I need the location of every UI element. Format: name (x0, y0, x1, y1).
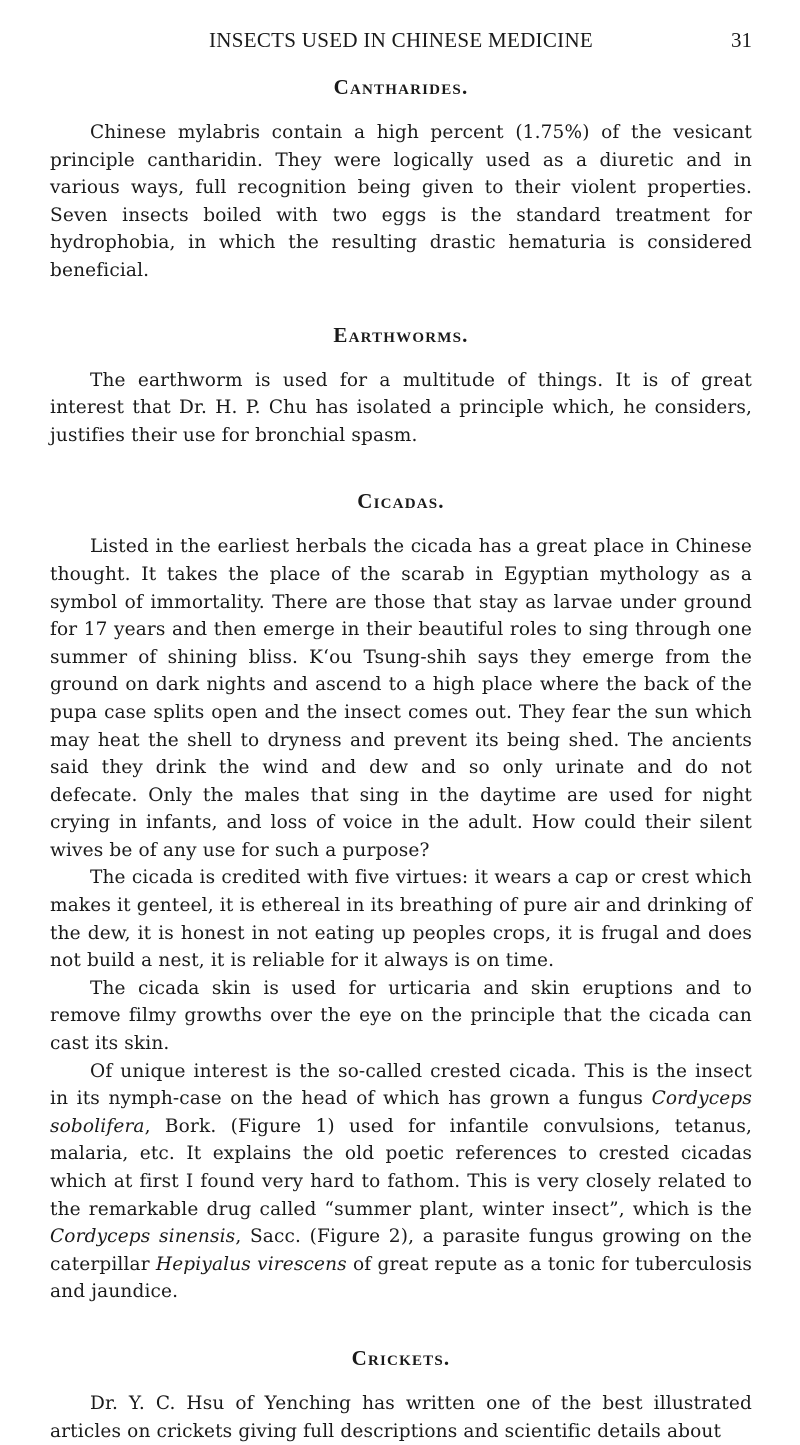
crested-text-1: Of unique interest is the so-called crested cicada. This is the insect in its nymph-case on the head of which has grown a fungus (50, 1060, 752, 1110)
running-head (50, 28, 752, 60)
heading-earthworms: Earthworms. (333, 322, 469, 347)
section-earthworms (50, 323, 752, 450)
section-cantharides (50, 75, 752, 285)
section-crickets (50, 1346, 752, 1445)
book-page (50, 28, 752, 1445)
crested-text-4: of great repute as a tonic for tuberculosis and jaundice. (50, 1253, 753, 1303)
heading-crickets: Crickets. (351, 1345, 451, 1370)
paragraph-crested-cicada (50, 1058, 752, 1306)
crested-text-3: , Sacc. (Figure 2), a parasite fungus growing on the caterpillar (50, 1226, 752, 1275)
page-number: 31 (731, 28, 752, 52)
running-title: INSECTS USED IN CHINESE MEDICINE (208, 28, 594, 52)
paragraph-crickets: Dr. Y. C. Hsu of Yenching has written one of the best illustrated articles on crickets giving full descriptions and scientific details about (50, 1392, 752, 1442)
paragraph-cicadas-skin: The cicada skin is used for urticaria and skin eruptions and to remove filmy growths over the eye on the principle that the cicada can cast its skin. (50, 977, 752, 1055)
heading-cicadas: Cicadas. (357, 489, 445, 514)
paragraph-cantharides: Chinese mylabris contain a high percent (1.75%) of the vesicant principle cantharidin. They were logically used as a diuretic and in various ways, full recognition being given to their violent properties. Seven insects boiled with two eggs is the standard treatment for hydrophobia, in which the resulting drastic hematuria is considered beneficial. (50, 122, 752, 281)
paragraph-cicadas-virtues: The cicada is credited with five virtues: it wears a cap or crest which makes it genteel, it is ethereal in its breathing of pure air and drinking of the dew, it is honest in not eating up peoples crops, it is frugal and does not build a nest, it is reliable for it always is on time. (50, 867, 752, 972)
species-cordyceps-sobolifera: Cordyceps sobolifera (50, 1088, 752, 1137)
crested-text-2: , Bork. (Figure 1) used for infantile convulsions, tetanus, malaria, etc. It explains the old poetic references to crested cicadas which at first I found very hard to fathom. This is very closely related to the remarkable drug called “summer plant, winter insect”, which is the (50, 1115, 752, 1220)
section-cicadas (50, 489, 752, 1306)
species-cordyceps-sinensis: Cordyceps sinensis (50, 1226, 236, 1248)
heading-cantharides: Cantharides. (333, 75, 469, 99)
paragraph-cicadas-mythology: Listed in the earliest herbals the cicada has a great place in Chinese thought. It takes the place of the scarab in Egyptian mythology as a symbol of immortality. There are those that stay as larvae under ground for 17 years and then emerge in their beautiful roles to sing through one summer of shining bliss. K‘ou Tsung-shih says they emerge from the ground on dark nights and ascend to a high place where the back of the pupa case splits open and the insect comes out. They fear the sun which may heat the shell to dryness and prevent its being shed. The ancients said they drink the wind and dew and so only urinate and do not defecate. Only the males that sing in the daytime are used for night crying in infants, and loss of voice in the adult. How could their silent wives be of any use for such a purpose? (50, 536, 752, 861)
paragraph-earthworms: The earthworm is used for a multitude of things. It is of great interest that Dr. H. P. Chu has isolated a principle which, he considers, justifies their use for bronchial spasm. (50, 369, 752, 446)
species-hepiyalus-virescens: Hepiyalus virescens (155, 1253, 347, 1275)
